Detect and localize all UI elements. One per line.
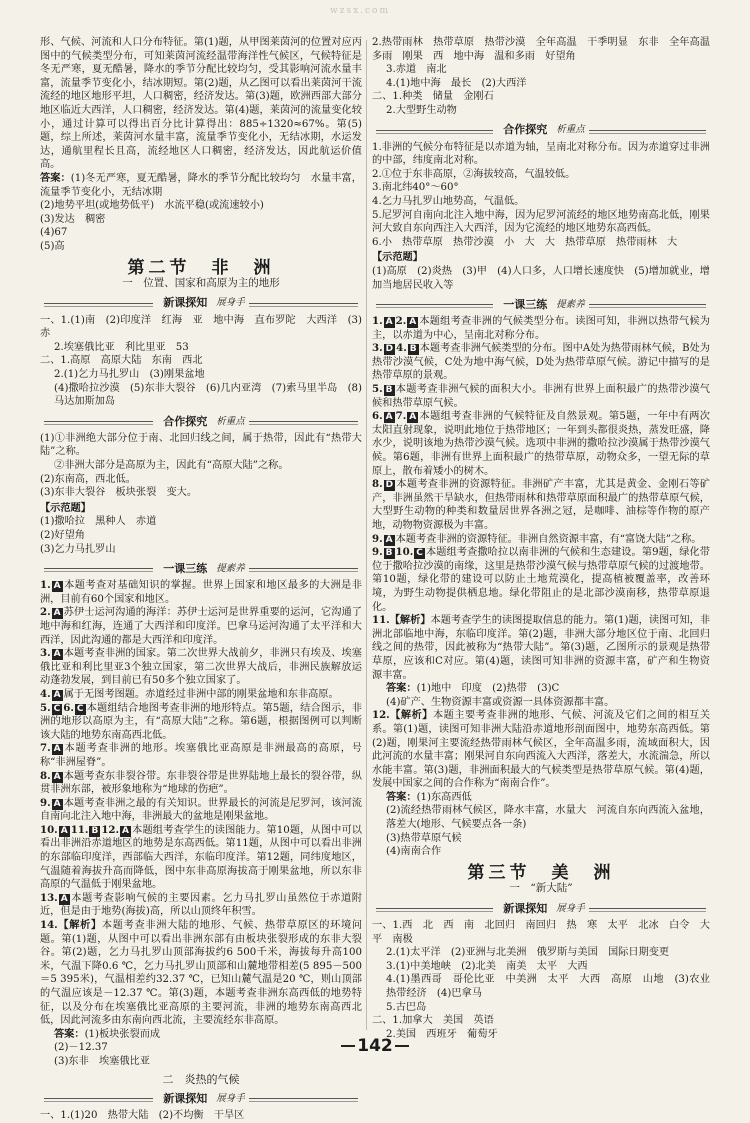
answer-line: (5)高	[40, 240, 65, 252]
answer-box: A	[385, 534, 393, 545]
answer-box: B	[409, 344, 417, 355]
answer-line: (2)－12.37	[54, 1042, 108, 1054]
list-item: 4.(1)地中海 最长 (2)大西洋	[386, 77, 527, 89]
banner-label: 一课三练	[163, 561, 208, 575]
answer-box: C	[416, 548, 423, 559]
banner-tag: 展身手	[216, 297, 245, 309]
answer-box: A	[53, 608, 61, 619]
answer-box: C	[53, 703, 61, 714]
answer-box: C	[76, 703, 84, 714]
answer-box: A	[53, 581, 61, 592]
answer-box: B	[385, 385, 393, 396]
list-item: (3)东非大裂谷 板块张裂 变大。	[40, 487, 198, 499]
banner-tag: 展身手	[556, 902, 585, 914]
answer-box: A	[385, 412, 393, 423]
answer-box: A	[122, 825, 130, 836]
list-item: 一、1.西 北 西 南 北回归 南回归 热 寒 太平 北冰 白令 大平 南极	[372, 920, 710, 945]
practice-item: 8. A 本题考查东非裂谷带。东非裂谷带是世界陆地上最长的裂谷带，纵贯非洲东部，被形象地称为“地球的伤疤”。	[40, 769, 362, 796]
practice-item: 5. C 6. C 本题组结合地图考查非洲的地形特点。第5题，结合图示，非洲的地形以高原为主，有“高原大陆”之称。第6题，根据图例可以判断该大陆的地势东南高西北低。	[40, 701, 362, 741]
answer-box: A	[53, 689, 61, 700]
practice-item: 1. A 2. A 本题组考查非洲的气候类型分布。读图可知，非洲以热带气候为主，以赤道为中心，呈南北对称分布。	[372, 315, 710, 341]
banner-label: 新课探知	[163, 1091, 208, 1105]
list-item: (3)乞力马扎罗山	[40, 543, 116, 555]
section-subtitle: 一 位置、国家和高原为主的地形	[122, 277, 280, 290]
list-item: 4.乞力马扎罗山地势高，气温低。	[372, 195, 525, 207]
answer-box: A	[53, 744, 61, 755]
list-item: 4.(1)墨西哥 哥伦比亚 中美洲 太平 大西 高原 山地 (3)农业 热带经济 (4)巴拿马	[386, 974, 721, 999]
answer-label: 答案：	[40, 171, 71, 184]
list-item: 6.小 热带草原 热带沙漠 小 大 大 热带草原 热带雨林 大	[372, 236, 678, 248]
banner-new-knowledge	[40, 296, 362, 311]
list-item: (1)高原 (2)炎热 (3)甲 (4)人口多，人口增长速度快 (5)增加就业，增加当地居民收入等	[372, 265, 710, 291]
practice-item: 10. A 11. B 12. A 本题组考查学生的读图能力。第10题，从图中可以看出非洲沿赤道地区的地势是东高西低。第11题，从图中可以看出非洲的东部临印度洋，西部临大西洋，东临印度洋。第12题，同纬度地区，气温随着海拔升高而降低，图中东非高原海拔高于刚果盆地，所以东非高原的气温低于刚果盆地。	[40, 823, 362, 891]
answer-box: D	[385, 480, 394, 491]
practice-item: 4. A 属于无图考图题。赤道经过非洲中部的刚果盆地和东非高原。	[40, 687, 339, 700]
list-item: 3.(1)中美地峡 (2)北美 南美 太平 大西	[386, 960, 588, 972]
section-title: 第三节 美 洲	[467, 862, 615, 883]
section-title: 第二节 非 洲	[127, 257, 275, 278]
practice-item: 1. A 本题考查对基础知识的掌握。世界上国家和地区最多的大洲是非洲，目前有60个国家和地区。	[40, 579, 362, 605]
practice-item: 11.【解析】本题考查学生的读图提取信息的能力。第(1)题，读图可知，非洲北部临地中海，东临印度洋。第(2)题，非洲大部分地区位于南、北回归线之间的热带，因此被称为“热带大陆”。第(3)题，乙图所示的景观是热带草原，应该和C对应。第(4)题，读图可知非洲的资源丰富，矿产和生物资源丰富。	[372, 614, 711, 681]
practice-item: 5. B 本题考查非洲气候的面积大小。非洲有世界上面积最广的热带沙漠气候和热带草原气候。	[372, 383, 710, 409]
list-item: 2.(1)太平洋 (2)亚洲与北美洲 俄罗斯与美国 国际日期变更	[386, 947, 670, 959]
list-item: 5.尼罗河自南向北注入地中海，因为尼罗河流经的地区地势南高北低，刚果河大致自东向西注入大西洋，因为它流经的地区地势东高西低。	[372, 209, 710, 235]
answer-block-2: 答案：(1)板块张裂而成	[54, 1027, 161, 1040]
list-item: (2)好望角	[40, 530, 85, 541]
answer-line: (4)67	[40, 227, 68, 239]
page-number: 142	[0, 1036, 750, 1056]
list-item: 1.非洲的气候分布特征是以赤道为轴，呈南北对称分布。因为赤道穿过非洲的中部，纬度南北对称。	[372, 141, 710, 167]
answer-block: 答案：(1)地中 印度 (2)热带 (3)C	[386, 682, 560, 695]
banner-tag: 展身手	[216, 1092, 245, 1104]
example-label: 【示范题】	[40, 501, 91, 514]
list-item: 二、1.加拿大 美国 英语	[372, 1015, 494, 1027]
list-item: 二、1.高原 高原大陆 东南 西北	[40, 355, 203, 367]
list-item: 2.埃塞俄比亚 利比里亚 53	[54, 341, 189, 353]
banner-label: 合作探究	[163, 414, 208, 428]
practice-item: 3. D 4. B 本题考查非洲气候类型的分布。图中A处为热带雨林气候，B处为热带沙漠气候，C处为地中海气候，D处为热带草原气候。游记中描写的是热带草原的景观。	[372, 342, 710, 382]
answer-box: A	[385, 317, 393, 328]
example-label: 【示范题】	[372, 251, 423, 264]
banner-cooperative-inquiry	[372, 123, 710, 138]
list-item: (1)撒哈拉 黑种人 赤道	[40, 516, 157, 528]
banner-tag: 析重点	[216, 415, 245, 427]
list-item: 一、1.(1)南 (2)印度洋 红海 亚 地中海 直布罗陀 大西洋 (3)赤	[40, 314, 362, 340]
list-item: 5.古巴岛	[386, 1001, 427, 1013]
list-item: 2.大型野生动物	[386, 104, 457, 116]
practice-item: 9. A 本题考查非洲的资源特征。非洲自然资源丰富，有“富饶大陆”之称。	[372, 532, 702, 545]
answer-label: 答案：	[386, 790, 417, 803]
list-item: 2.美国 西班牙 葡萄牙	[386, 1028, 498, 1040]
section2-title: 二 炎热的气候	[162, 1072, 240, 1086]
answer-line: (4)南南合作	[386, 846, 442, 858]
answer-label: 答案：	[386, 682, 417, 695]
answer-line: (1)冬无严寒，夏无酷暑，降水的季节分配比较均匀 水量丰富，流量季节变化小，无结冰期	[40, 172, 362, 198]
answer-box: A	[409, 317, 417, 328]
banner-tag: 提素养	[216, 562, 245, 574]
top-watermark: wzsx.com	[330, 6, 390, 16]
answer-line: (3)热带草原气候	[386, 832, 462, 844]
list-item: (4)撒哈拉沙漠 (5)东非大裂谷 (6)几内亚湾 (7)索马里半岛 (8)马达加斯加岛	[54, 382, 362, 408]
list-item: (1)①非洲绝大部分位于南、北回归线之间，属于热带，因此有“热带大陆”之称。	[40, 432, 362, 458]
banner-label: 一课三练	[503, 297, 548, 311]
answer-block-2: 答案：(1)东高西低	[386, 790, 472, 803]
list-item: 3.赤道 南北	[386, 64, 447, 76]
answer-box: A	[53, 798, 61, 809]
intro-paragraph: 形、气候、河流和人口分布特征。第(1)题，从甲图莱茵河的位置对应丙图中的气候类型分布，可知莱茵河流经温带海洋性气候区，气候特征是冬无严寒，夏无酷暑，降水的季节分配比较均匀，受其影响河流水量丰富，流量季节变化小，结冰期短。第(2)题，从乙图可以看出莱茵河干流流经的地区地形平坦，人口稠密，经济发达。第(3)题，欧洲西部大部分地区临近大西洋，人口稠密，经济发达。第(4)题，莱茵河的流量变化较小，通过计算可以得出百分比计算得出：885÷1320≈67%。第(5)题，综上所述，莱茵河水量丰富，流量季节变化小，无结冰期，水运发达，通航里程长且高，流经地区人口稠密，经济发达，因此航运价值高。	[40, 37, 362, 171]
answer-line: (3)发达 稠密	[40, 213, 106, 225]
column-divider	[366, 40, 367, 1030]
banner-practice	[40, 561, 362, 576]
banner-tag: 析重点	[556, 124, 585, 136]
practice-item: 7. A 本题考查非洲的地形。埃塞俄比亚高原是非洲最高的高原，号称“非洲屋脊”。	[40, 742, 362, 768]
list-item: 二、1.种类 储量 金刚石	[372, 91, 494, 103]
answer-line: (2)地势平坦(或地势低平) 水流平稳(或流速较小)	[40, 200, 264, 212]
practice-item: 2. A 苏伊士运河沟通的海洋：苏伊士运河是世界重要的运河，它沟通了地中海和红海，连通了大西洋和印度洋。巴拿马运河沟通了太平洋和大西洋，因此沟通的都是大西洋和印度洋。	[40, 606, 362, 646]
practice-item: 9. A 本题考查非洲之最的有关知识。世界最长的河流是尼罗河，该河流自南向北注入地中海，非洲最大的盆地是刚果盆地。	[40, 796, 362, 823]
banner-label: 新课探知	[163, 296, 208, 310]
practice-item: 13. A 本题考查影响气候的主要因素。乞力马扎罗山虽然位于赤道附近，但是由于地势(海拔)高，所以山顶终年积雪。	[40, 891, 362, 918]
practice-item: 6. A 7. A 本题组考查非洲的气候特征及自然景观。第5题，一年中有两次太阳直射现象，说明此地位于热带地区；一年到头都很炎热，蒸发旺盛，降水少，说明该地为热带沙漠气候。选项中非洲的撒哈拉沙漠属于热带沙漠气候。第6题，非洲有世界上面积最广的热带草原，动物众多，一望无际的草原上，散布着矮小的树木。	[372, 410, 710, 477]
answer-box: B	[91, 825, 99, 836]
list-item: 2.(1)乞力马扎罗山 (3)刚果盆地	[54, 369, 205, 381]
practice-item: 9. B 10. C 本题组考查撒哈拉以南非洲的气候和生态建设。第9题，绿化带位于撒哈拉沙漠的南缘，这里是热带沙漠气候与热带草原气候的过渡地带。第10题，绿化带的建设可以防止土地荒漠化，提高植被覆盖率，改善环境，为野生动物提供栖息地。绿化带阻止的是北部沙漠南移，热带草原退化。	[372, 546, 710, 613]
banner-label: 新课探知	[503, 901, 548, 915]
banner-cooperative-inquiry	[40, 414, 362, 429]
answer-line: (4)矿产、生物资源丰富或资源一具体资源都丰富。	[386, 696, 615, 708]
answer-block-1	[40, 172, 362, 199]
answer-line: (2)流经热带雨林气候区，降水丰富，水量大 河流自东向西流入盆地，落差大(地形、气候要点各一条)	[386, 805, 710, 831]
answer-box: A	[60, 893, 68, 904]
banner-practice	[372, 297, 710, 312]
list-item: 2.①位于东非高原，②海拔较高，气温较低。	[372, 168, 576, 180]
list-item: 3.南北纬40°～60°	[372, 182, 459, 194]
answer-box: B	[385, 548, 393, 559]
practice-item: 8. D 本题考查非洲的资源特征。非洲矿产丰富，尤其是黄金、金刚石等矿产，非洲虽然干旱缺水，但热带雨林和热带草原面积最广的热带草原气候，大型野生动物的种类和数量居世界各洲之冠，是咖啡、油棕等作物的原产地，动物物资源极为丰富。	[372, 478, 710, 531]
practice-item: 14.【解析】本题考查非洲大陆的地形、气候、热带草原区的环境问题。第(1)题，从图中可以看出非洲东部有由板块张裂形成的东非大裂谷。第(2)题，乞力马扎罗山顶部海拔约6 500千米，海拔每升高100米，气温下降0.6 ℃，乞力马扎罗山顶部和山麓地带相差(5 895－500＝5 395米)，气温相差约32.37 ℃，已知山麓气温是20 ℃，则山顶部的气温应该是－12.37 ℃。第(3)题，本题考查非洲东高西低的地势特征，以及分布在埃塞俄比亚高原的主要河流，非洲的地势东南高西北低，因此河流多由东南向西北流，主要流经东非高原。	[40, 919, 363, 1027]
answer-box: A	[53, 771, 61, 782]
list-item: 2.热带雨林 热带草原 热带沙漠 全年高温 干季明显 东非 全年高温多雨 刚果 西 地中海 温和多雨 好望角	[372, 37, 710, 62]
list-item: (2)东南高，西北低。	[40, 473, 136, 485]
banner-tag: 提素养	[556, 298, 585, 310]
answer-label: 答案：	[54, 1027, 85, 1040]
answer-box: A	[60, 825, 68, 836]
answer-box: A	[409, 412, 417, 423]
list-item: 一、1.(1)20 热带大陆 (2)不均衡 干旱区	[40, 1110, 245, 1122]
banner-label: 合作探究	[503, 123, 548, 137]
banner-new-knowledge	[372, 901, 710, 916]
answer-box: D	[385, 344, 394, 355]
answer-box: A	[53, 649, 61, 660]
left-column	[40, 36, 362, 1123]
list-item: ②非洲大部分是高原为主，因此有“高原大陆”之称。	[54, 460, 289, 472]
practice-item: 12.【解析】本题主要考查非洲的地形、气候、河流及它们之间的相互关系。第(1)题，读图可知非洲大陆沿赤道地形剖面图中，地势东高西低。第(2)题，刚果河主要流经热带雨林气候区，全年高温多雨，流域面积大，因此河流的水量丰富；刚果河自东向西流入大西洋，落差大，水流湍急，所以水能丰富。第(3)题，非洲面积最大的气候类型是热带草原气候。第(4)题，发展中国家之间的合作称为“南南合作”。	[372, 709, 711, 790]
answer-line: (3)东非 埃塞俄比亚	[54, 1055, 150, 1067]
banner-new-knowledge-2	[40, 1091, 362, 1106]
right-column	[372, 36, 721, 1041]
practice-item: 3. A 本题考查非洲的国家。第二次世界大战前夕，非洲只有埃及、埃塞俄比亚和利比里亚3个独立国家，第二次世界大战后，非洲民族解放运动蓬勃发展，到目前已有50多个独立国家了。	[40, 647, 362, 687]
section-subtitle: 一 “新大陆”	[509, 882, 573, 895]
